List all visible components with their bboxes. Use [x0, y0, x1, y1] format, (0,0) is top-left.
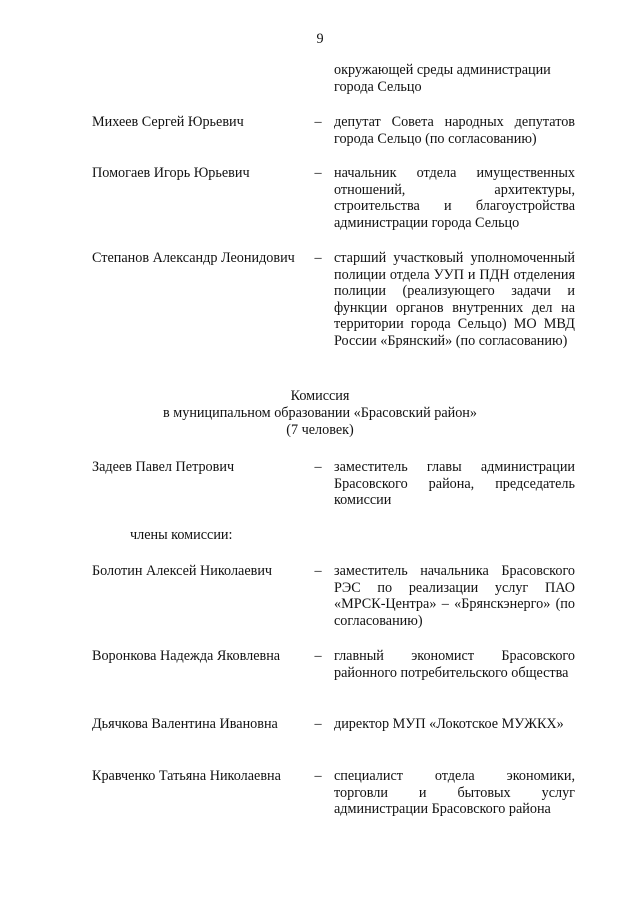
page-number: 9 [316, 31, 324, 47]
member-name: Воронкова Надежда Яковлевна [92, 648, 281, 664]
dash-separator: – [314, 114, 322, 130]
dash-separator: – [314, 768, 322, 784]
member-role: специалист отдела экономики, торговли и бытовых услуг администрации Брасовского района [334, 768, 575, 818]
dash-separator: – [314, 165, 322, 181]
dash-separator: – [314, 716, 322, 732]
member-role: начальник отдела имущественных отношений, архитектуры, строительства и благоустройства администрации города Сельцо [334, 165, 575, 231]
member-name: Михеев Сергей Юрьевич [92, 114, 244, 130]
member-role: депутат Совета народных депутатов города Сельцо (по согласованию) [334, 114, 575, 147]
member-name: Дьячкова Валентина Ивановна [92, 716, 278, 732]
member-role: старший участковый уполномоченный полиции отдела УУП и ПДН отделения полиции (реализующего задачи и функции органов внутренних дел на территории города Сельцо) МО МВД России «Брянский» (по согласованию) [334, 250, 575, 349]
chair-name: Задеев Павел Петрович [92, 459, 235, 475]
member-name: Степанов Александр Леонидович [92, 250, 295, 266]
dash-separator: – [314, 563, 322, 579]
member-role: заместитель начальника Брасовского РЭС по реализации услуг ПАО «МРСК-Центра» – «Брянскэнерго» (по согласованию) [334, 563, 575, 629]
dash-separator: – [314, 648, 322, 664]
member-name: Болотин Алексей Николаевич [92, 563, 273, 579]
continued-role-text: окружающей среды администрации города Сельцо [334, 62, 551, 95]
commission-title: Комиссия [290, 388, 350, 404]
commission-count: (7 человек) [286, 422, 354, 438]
member-name: Кравченко Татьяна Николаевна [92, 768, 281, 784]
member-role: директор МУП «Локотское МУЖКХ» [334, 716, 564, 732]
member-name: Помогаев Игорь Юрьевич [92, 165, 250, 181]
members-label: члены комиссии: [130, 527, 233, 543]
dash-separator: – [314, 250, 322, 266]
dash-separator: – [314, 459, 322, 475]
commission-subtitle: в муниципальном образовании «Брасовский район» [163, 405, 477, 421]
chair-role: заместитель главы администрации Брасовского района, председатель комиссии [334, 459, 575, 509]
member-role: главный экономист Брасовского районного потребительского общества [334, 648, 575, 681]
